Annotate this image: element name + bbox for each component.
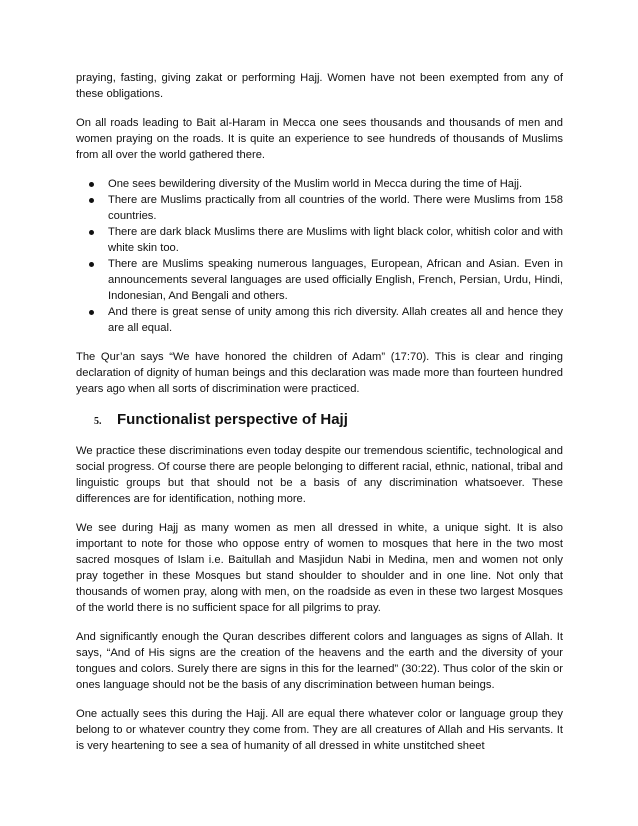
bullet-item (76, 176, 563, 192)
bullet-item (76, 256, 563, 304)
bullet-text: There are dark black Muslims there are Muslims with light black color, whitish color and with white skin too. (108, 226, 563, 254)
bullet-icon (89, 310, 94, 315)
paragraph-signs-of-allah: And significantly enough the Quran describes different colors and languages as signs of Allah. It says, “And of His signs are the creation of the heavens and the earth and the diversity of your tongues and colors. Surely there are signs in this for the learned” (30:22). Thus color of the skin or ones language should not be the basis of any discrimination between human beings. (76, 631, 563, 691)
bullet-icon (89, 262, 94, 267)
bullet-item (76, 192, 563, 224)
paragraph-quran-dignity: The Qur’an says “We have honored the children of Adam” (17:70). This is clear and ringing declaration of dignity of human beings and this declaration was made more than fourteen hundred years ago when all sorts of discrimination were practiced. (76, 351, 563, 395)
bullet-item (76, 304, 563, 336)
section-heading (76, 410, 563, 430)
bullet-item (76, 224, 563, 256)
bullet-text: There are Muslims practically from all countries of the world. There were Muslims from 158 countries. (108, 194, 563, 222)
bullet-icon (89, 198, 94, 203)
paragraph-women-hajj: We see during Hajj as many women as men all dressed in white, a unique sight. It is also important to note for those who oppose entry of women to mosques that here in the two most sacred mosques of Islam i.e. Baitullah and Masjidun Nabi in Medina, men and women not only pray together in these Mosques but stand shoulder to shoulder and in one line. Not only that thousands of women pray, along with men, on the roadside as even in these two largest Mosques of the world there is no sufficient space for all pilgrims to pray. (76, 522, 563, 614)
bullet-text: One sees bewildering diversity of the Muslim world in Mecca during the time of Hajj. (108, 178, 523, 190)
document-page (76, 70, 563, 767)
bullet-text: And there is great sense of unity among this rich diversity. Allah creates all and hence they are all equal. (108, 306, 563, 334)
bullet-icon (89, 230, 94, 235)
bullet-icon (89, 182, 94, 187)
section-title: Functionalist perspective of Hajj (117, 411, 348, 428)
section-number: 5. (94, 416, 102, 427)
paragraph-obligations: praying, fasting, giving zakat or performing Hajj. Women have not been exempted from any of these obligations. (76, 72, 563, 100)
paragraph-roads-mecca: On all roads leading to Bait al-Haram in Mecca one sees thousands and thousands of men and women praying on the roads. It is quite an experience to see hundreds of thousands of Muslims from all over the world gathered there. (76, 117, 563, 161)
paragraph-equality: One actually sees this during the Hajj. All are equal there whatever color or language group they belong to or whatever country they come from. They are all creatures of Allah and His servants. It is very heartening to see a sea of humanity of all dressed in white unstitched sheet (76, 708, 563, 752)
bullet-text: There are Muslims speaking numerous languages, European, African and Asian. Even in announcements several languages are used officially English, French, Persian, Urdu, Hindi, Indonesian, And Bengali and others. (108, 258, 563, 302)
paragraph-discriminations: We practice these discriminations even today despite our tremendous scientific, technological and social progress. Of course there are people belonging to different racial, ethnic, national, tribal and linguistic groups but that should not be a basis of any discrimination whatsoever. These differences are for identification, nothing more. (76, 445, 563, 505)
diversity-bullet-list (76, 176, 563, 336)
